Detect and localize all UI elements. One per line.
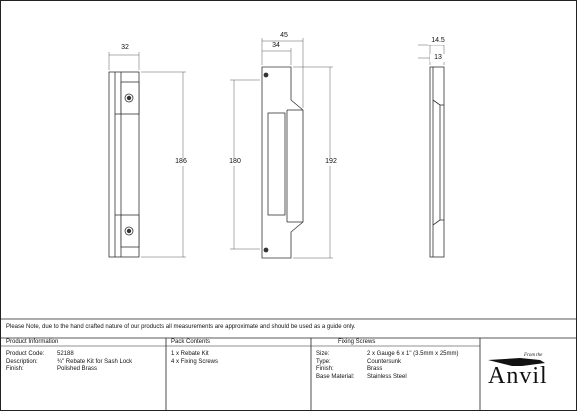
dim-profile-overall-width: 14.5 <box>428 37 448 45</box>
logo-tagline: From the <box>524 353 543 358</box>
screw-size-label: Size: <box>316 351 330 357</box>
dim-front-inner-width: 34 <box>268 42 284 50</box>
screw-finish-value: Brass <box>367 366 383 373</box>
product-information-header: Product Information <box>6 339 59 345</box>
dim-front-overall-height: 192 <box>322 158 340 166</box>
disclaimer-note: Please Note, due to the hand crafted nature of our products all measurements are approximate and should be used as a guide only. <box>6 324 356 330</box>
pack-item: 4 x Fixing Screws <box>171 358 219 365</box>
pack-item: 1 x Rebate Kit <box>171 351 209 357</box>
finish-value: Polished Brass <box>57 366 98 373</box>
dim-front-inner-height: 180 <box>226 158 244 166</box>
screw-finish-label: Finish: <box>316 366 334 373</box>
dim-front-overall-width: 45 <box>276 32 292 40</box>
sheet-border <box>1 1 577 411</box>
front-view <box>230 38 333 258</box>
description-value: ¾" Rebate Kit for Sash Lock <box>57 358 133 365</box>
description-label: Description: <box>6 358 38 365</box>
finish-label: Finish: <box>6 366 24 373</box>
screw-size-value: 2 x Gauge 6 x 1" (3.5mm x 25mm) <box>367 351 459 357</box>
screw-type-value: Countersunk <box>367 358 402 365</box>
fixing-screws-header: Fixing Screws <box>338 339 376 345</box>
base-material-value: Stainless Steel <box>367 373 407 380</box>
pack-contents-header: Pack Contents <box>171 339 211 345</box>
screw-type-label: Type: <box>316 358 331 365</box>
anvil-logo-wordmark: Anvil <box>488 363 548 389</box>
profile-view <box>418 42 444 257</box>
dim-side-width: 32 <box>117 44 133 52</box>
dim-profile-inner-width: 13 <box>430 54 446 62</box>
dim-side-height: 186 <box>172 158 190 166</box>
product-information-table <box>6 351 164 374</box>
product-code-value: 52188 <box>57 351 74 357</box>
fixing-screws-table <box>316 351 478 381</box>
pack-contents-list <box>171 351 309 366</box>
product-code-label: Product Code: <box>6 351 45 357</box>
base-material-label: Base Material: <box>316 373 355 380</box>
side-view <box>109 52 186 257</box>
